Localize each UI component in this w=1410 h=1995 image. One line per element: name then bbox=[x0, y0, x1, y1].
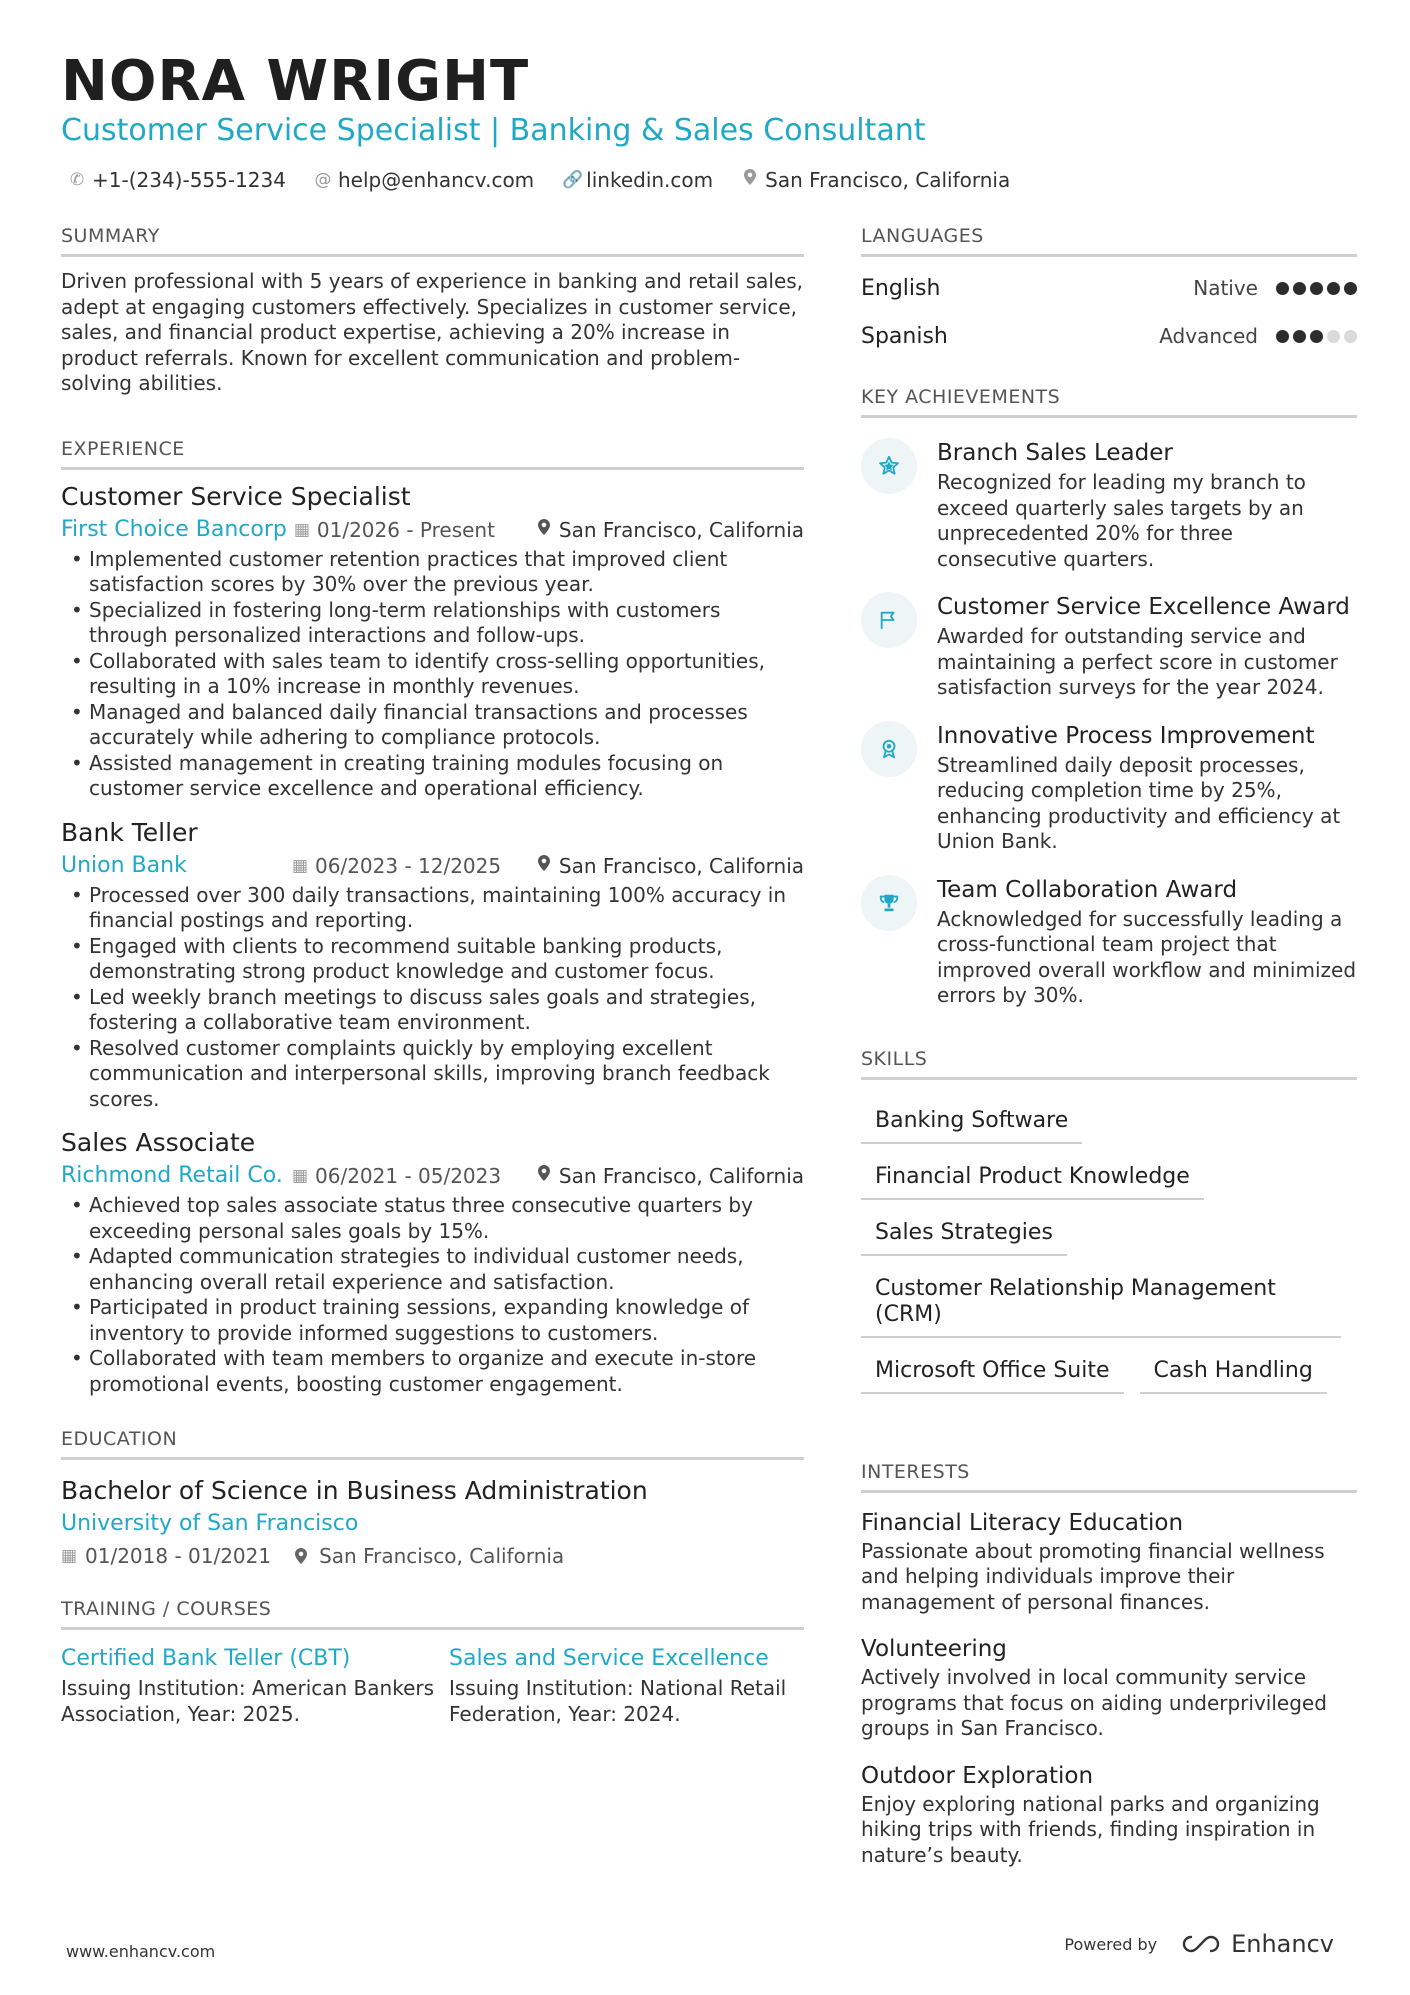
job-entry bbox=[61, 816, 804, 1113]
skill-tag: Financial Product Knowledge bbox=[861, 1156, 1204, 1200]
achievement-entry bbox=[861, 721, 1357, 855]
location-text: San Francisco, California bbox=[558, 1164, 804, 1188]
course-title: Certified Bank Teller (CBT) bbox=[61, 1646, 351, 1671]
bullet-item: • Participated in product training sessions, expanding knowledge of inventory to provide informed suggestions to customers. bbox=[61, 1295, 804, 1346]
skill-tag: Cash Handling bbox=[1140, 1350, 1327, 1394]
summary-section bbox=[61, 222, 804, 397]
job-bullets bbox=[61, 883, 804, 1113]
section-heading: SUMMARY bbox=[61, 222, 804, 257]
bullet-item: • Led weekly branch meetings to discuss sales goals and strategies, fostering a collaborative team environment. bbox=[61, 985, 804, 1036]
phone-icon: ✆ bbox=[69, 170, 85, 190]
contact-bar bbox=[68, 166, 1010, 194]
degree-title: Bachelor of Science in Business Administration bbox=[61, 1476, 648, 1505]
job-title: Sales Associate bbox=[61, 1128, 256, 1157]
trophy-icon bbox=[861, 875, 917, 931]
location-text: San Francisco, California bbox=[558, 853, 804, 878]
proficiency-dot-empty bbox=[1327, 330, 1340, 343]
bullet-item: • Adapted communication strategies to individual customer needs, enhancing overall retail experience and satisfaction. bbox=[61, 1244, 804, 1295]
proficiency-dots bbox=[1276, 282, 1357, 295]
section-heading: EDUCATION bbox=[61, 1425, 804, 1460]
location-pin-icon bbox=[535, 851, 553, 881]
company-name: First Choice Bancorp bbox=[61, 516, 287, 542]
languages-section bbox=[861, 222, 1357, 353]
proficiency-dot-filled bbox=[1276, 330, 1289, 343]
contact-phone[interactable] bbox=[68, 166, 286, 194]
bullet-item: • Collaborated with team members to organize and execute in-store promotional events, boosting customer engagement. bbox=[61, 1346, 804, 1397]
section-heading: TRAINING / COURSES bbox=[61, 1595, 804, 1630]
interest-description: Enjoy exploring national parks and organizing hiking trips with friends, finding inspiration in nature’s beauty. bbox=[861, 1791, 1320, 1867]
proficiency-dot-filled bbox=[1310, 330, 1323, 343]
interests-section bbox=[861, 1458, 1357, 1869]
language-row bbox=[861, 271, 1357, 305]
candidate-name: NORA WRIGHT bbox=[61, 49, 530, 114]
education-section bbox=[61, 1425, 804, 1571]
section-heading: LANGUAGES bbox=[861, 222, 1357, 257]
job-bullets bbox=[61, 1193, 804, 1397]
skill-tag: Customer Relationship Management (CRM) bbox=[861, 1268, 1341, 1338]
achievements-section bbox=[861, 383, 1357, 1009]
bullet-item: • Assisted management in creating training modules focusing on customer service excellence and operational efficiency. bbox=[61, 751, 804, 802]
bullet-item: • Specialized in fostering long-term relationships with customers through personalized interactions and follow-ups. bbox=[61, 598, 804, 649]
language-level: Advanced bbox=[1159, 324, 1258, 348]
achievement-title: Customer Service Excellence Award bbox=[937, 594, 1350, 620]
interest-description: Passionate about promoting financial wellness and helping individuals improve their management of personal finances. bbox=[861, 1538, 1325, 1614]
bullet-item: • Achieved top sales associate status three consecutive quarters by exceeding personal sales goals by 15%. bbox=[61, 1193, 804, 1244]
achievement-entry bbox=[861, 592, 1357, 701]
interest-title: Outdoor Exploration bbox=[861, 1762, 1094, 1789]
footer-branding bbox=[1064, 1930, 1334, 1958]
course-description: Issuing Institution: National Retail Federation, Year: 2024. bbox=[449, 1676, 787, 1726]
course-description: Issuing Institution: American Bankers Association, Year: 2025. bbox=[61, 1676, 435, 1726]
achievement-title: Team Collaboration Award bbox=[937, 876, 1238, 903]
course-entry bbox=[449, 1644, 804, 1727]
date-text: 06/2023 - 12/2025 bbox=[315, 853, 502, 878]
summary-text: Driven professional with 5 years of experience in banking and retail sales, adept at engaging customers effectively. Specializes in customer service, sales, and financial product expertise, achieving a 20% increase in product referrals. Known for excellent communication and problem-solving abilities. bbox=[61, 269, 804, 395]
course-entry bbox=[61, 1644, 449, 1727]
brand-name: Enhancv bbox=[1231, 1930, 1334, 1958]
skill-tag: Microsoft Office Suite bbox=[861, 1350, 1124, 1394]
section-heading: KEY ACHIEVEMENTS bbox=[861, 383, 1357, 418]
achievement-body bbox=[937, 721, 1357, 855]
location-pin-icon bbox=[741, 166, 759, 194]
job-title: Bank Teller bbox=[61, 817, 198, 847]
interest-description: Actively involved in local community service programs that focus on aiding underprivileged groups in San Francisco. bbox=[861, 1665, 1327, 1740]
language-name: English bbox=[861, 275, 941, 301]
proficiency-dot-filled bbox=[1310, 282, 1323, 295]
calendar-icon: ▦ bbox=[61, 1546, 78, 1566]
section-heading: EXPERIENCE bbox=[61, 435, 804, 470]
bullet-item: • Implemented customer retention practices that improved client satisfaction scores by 30% over the previous year. bbox=[61, 547, 804, 598]
company-name: Union Bank bbox=[61, 852, 187, 878]
calendar-icon: ▦ bbox=[293, 519, 310, 540]
calendar-icon: ▦ bbox=[291, 1166, 309, 1186]
powered-by-label: Powered by bbox=[1064, 1934, 1158, 1954]
section-heading: INTERESTS bbox=[861, 1458, 1357, 1493]
footer-website[interactable]: www.enhancv.com bbox=[66, 1942, 216, 1961]
interest-title: Volunteering bbox=[861, 1636, 1007, 1662]
skills-section bbox=[861, 1045, 1357, 1394]
job-dates bbox=[293, 515, 495, 545]
medal-icon bbox=[861, 721, 917, 777]
at-icon: @ bbox=[314, 170, 332, 190]
achievement-body bbox=[937, 438, 1357, 572]
contact-email[interactable] bbox=[314, 166, 534, 194]
section-heading: SKILLS bbox=[861, 1045, 1357, 1080]
achievement-title: Innovative Process Improvement bbox=[937, 722, 1315, 749]
proficiency-dot-filled bbox=[1293, 330, 1306, 343]
achievement-body bbox=[937, 592, 1357, 701]
location-pin-icon bbox=[295, 1548, 313, 1564]
achievement-description: Recognized for leading my branch to exceed quarterly sales targets by an unprecedented 20% for three consecutive quarters. bbox=[937, 470, 1306, 571]
date-text: 01/2026 - Present bbox=[316, 517, 495, 542]
linkedin-text: linkedin.com bbox=[586, 168, 714, 192]
location-text: San Francisco, California bbox=[765, 168, 1011, 192]
phone-text: +1-(234)-555-1234 bbox=[92, 168, 286, 192]
brand-logo[interactable] bbox=[1179, 1930, 1334, 1958]
contact-location bbox=[741, 166, 1010, 194]
job-location bbox=[535, 1161, 804, 1191]
candidate-title: Customer Service Specialist | Banking & Sales Consultant bbox=[61, 113, 926, 148]
skill-tag: Banking Software bbox=[861, 1100, 1082, 1144]
achievement-title: Branch Sales Leader bbox=[937, 440, 1173, 466]
contact-linkedin[interactable] bbox=[562, 166, 713, 194]
training-section bbox=[61, 1595, 804, 1727]
company-name: Richmond Retail Co. bbox=[61, 1163, 283, 1188]
job-dates bbox=[291, 1161, 501, 1191]
job-location bbox=[535, 515, 804, 545]
interest-entry bbox=[861, 1633, 1357, 1742]
proficiency-dot-empty bbox=[1344, 330, 1357, 343]
location-text: San Francisco, California bbox=[319, 1544, 565, 1568]
education-location bbox=[295, 1541, 564, 1571]
achievement-entry bbox=[861, 875, 1357, 1009]
calendar-icon: ▦ bbox=[291, 855, 309, 876]
enhancv-logo-icon bbox=[1179, 1933, 1223, 1955]
job-title: Customer Service Specialist bbox=[61, 481, 411, 511]
courses-grid bbox=[61, 1644, 804, 1727]
achievement-description: Awarded for outstanding service and maintaining a perfect score in customer satisfaction surveys for the year 2024. bbox=[937, 624, 1338, 699]
experience-section bbox=[61, 435, 804, 1398]
bullet-item: • Collaborated with sales team to identify cross-selling opportunities, resulting in a 10% increase in monthly revenues. bbox=[61, 649, 804, 700]
interest-entry bbox=[861, 1507, 1357, 1616]
location-pin-icon bbox=[535, 1161, 553, 1191]
education-dates bbox=[61, 1541, 271, 1571]
star-icon bbox=[861, 438, 917, 494]
email-text: help@enhancv.com bbox=[337, 168, 535, 192]
job-location bbox=[535, 851, 804, 881]
job-entry bbox=[61, 1126, 804, 1397]
skill-tag: Sales Strategies bbox=[861, 1212, 1067, 1256]
location-text: San Francisco, California bbox=[558, 517, 804, 542]
achievement-body bbox=[937, 875, 1357, 1009]
language-level: Native bbox=[1193, 276, 1258, 300]
proficiency-dots bbox=[1276, 330, 1357, 343]
location-pin-icon bbox=[535, 515, 553, 545]
achievement-description: Streamlined daily deposit processes, reducing completion time by 25%, enhancing productivity and efficiency at Union Bank. bbox=[937, 752, 1341, 853]
job-entry bbox=[61, 480, 804, 802]
date-text: 06/2021 - 05/2023 bbox=[315, 1164, 502, 1188]
proficiency-dot-filled bbox=[1276, 282, 1289, 295]
link-icon: 🔗 bbox=[562, 170, 584, 190]
job-dates bbox=[291, 851, 501, 881]
education-meta bbox=[61, 1541, 804, 1571]
proficiency-dot-filled bbox=[1293, 282, 1306, 295]
interest-entry bbox=[861, 1760, 1357, 1869]
course-title: Sales and Service Excellence bbox=[449, 1646, 769, 1671]
school-name: University of San Francisco bbox=[61, 1511, 359, 1536]
job-meta bbox=[61, 851, 804, 881]
job-bullets bbox=[61, 547, 804, 802]
language-name: Spanish bbox=[861, 323, 948, 349]
bullet-item: • Managed and balanced daily financial transactions and processes accurately while adhering to compliance protocols. bbox=[61, 700, 804, 751]
right-column bbox=[861, 222, 1357, 1868]
achievement-description: Acknowledged for successfully leading a cross-functional team project that improved overall workflow and minimized errors by 30%. bbox=[937, 906, 1357, 1007]
date-text: 01/2018 - 01/2021 bbox=[85, 1544, 272, 1568]
proficiency-dot-filled bbox=[1344, 282, 1357, 295]
language-row bbox=[861, 319, 1357, 353]
bullet-item: • Processed over 300 daily transactions, maintaining 100% accuracy in financial postings and reporting. bbox=[61, 883, 804, 934]
skills-list bbox=[861, 1088, 1357, 1394]
achievement-entry bbox=[861, 438, 1357, 572]
bullet-item: • Resolved customer complaints quickly by employing excellent communication and interpersonal skills, improving branch feedback scores. bbox=[61, 1036, 804, 1113]
proficiency-dot-filled bbox=[1327, 282, 1340, 295]
job-meta bbox=[61, 1161, 804, 1191]
interest-title: Financial Literacy Education bbox=[861, 1509, 1184, 1536]
left-column bbox=[61, 222, 804, 1727]
bullet-item: • Engaged with clients to recommend suitable banking products, demonstrating strong product knowledge and customer focus. bbox=[61, 934, 804, 985]
job-meta bbox=[61, 515, 804, 545]
flag-icon bbox=[861, 592, 917, 648]
